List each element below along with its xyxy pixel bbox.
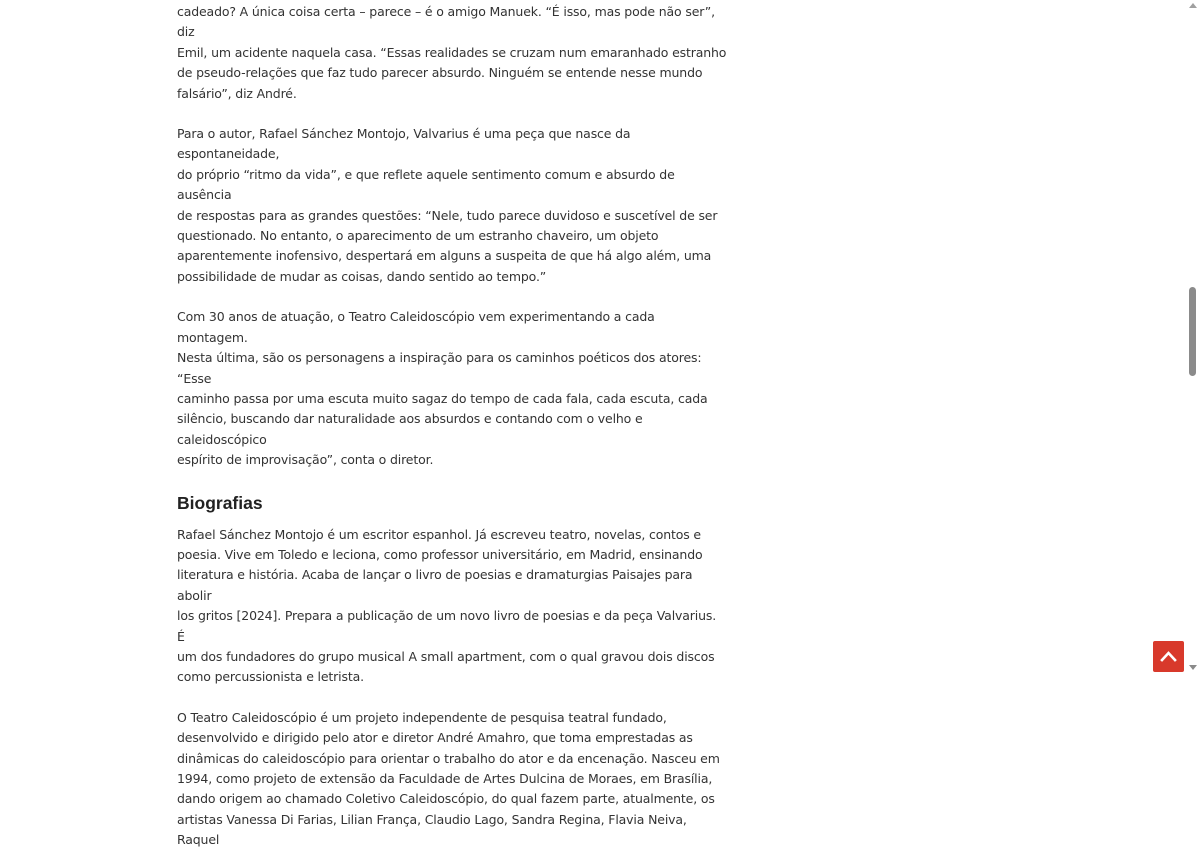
article-paragraph: cadeado? A única coisa certa – parece – é o amigo Manuek. “É isso, mas pode não ser”, diz Emil, um acidente naquela casa. “Essas realidades se cruzam num emaranhado estranho de pseudo-relações que faz tudo parecer absurdo. Ninguém se entende nesse mundo falsário”, diz André. [177, 4, 727, 101]
vertical-scrollbar[interactable] [1186, 0, 1200, 675]
section-heading: Biografias [177, 492, 263, 513]
article-paragraph: Rafael Sánchez Montojo é um escritor espanhol. Já escreveu teatro, novelas, contos e poesia. Vive em Toledo e leciona, como professor universitário, em Madrid, ensinando literatura e história. Acaba de lançar o livro de poesias e dramaturgias Paisajes para abolir los gritos [2024]. Prepara a publicação de um novo livro de poesias e da peça Valvarius. É um dos fundadores do grupo musical A small apartment, com o qual gravou dois discos como percussionista e letrista. [177, 526, 717, 685]
article-paragraph: O Teatro Caleidoscópio é um projeto independente de pesquisa teatral fundado, desenvolvido e dirigido pelo ator e diretor André Amahro, que toma emprestadas as dinâmicas do caleidoscópio para orientar o trabalho do ator e da encenação. Nasceu em 1994, como projeto de extensão da Faculdade de Artes Dulcina de Moraes, em Brasília, dando origem ao chamado Coletivo Caleidoscópio, do qual fazem parte, atualmente, os artistas Vanessa Di Farias, Lilian França, Claudio Lago, Sandra Regina, Flavia Neiva, Raquel [177, 709, 720, 848]
article-paragraph: Para o autor, Rafael Sánchez Montojo, Valvarius é uma peça que nasce da espontaneidade, do próprio “ritmo da vida”, e que reflete aquele sentimento comum e absurdo de ausência de respostas para as grandes questões: “Nele, tudo parece duvidoso e suscetível de ser questionado. No entanto, o aparecimento de um estranho chaveiro, um objeto aparentemente inofensivo, despertará em alguns a suspeita de que há algo além, uma possibilidade de mudar as coisas, dando sentido ao tempo.” [177, 126, 718, 284]
scrollbar-thumb[interactable] [1189, 287, 1196, 376]
article-paragraph: Com 30 anos de atuação, o Teatro Caleidoscópio vem experimentando a cada montagem. Nesta última, são os personagens a inspiração para os caminhos poéticos dos atores: “Esse caminho passa por uma escuta muito sagaz do tempo de cada fala, cada escuta, cada silêncio, buscando dar naturalidade aos absurdos e contando com o velho e caleidoscópico espírito de improvisação”, conta o diretor. [177, 309, 708, 468]
article-body [177, 2, 727, 851]
scroll-down-arrow-icon[interactable] [1189, 665, 1197, 670]
scroll-up-arrow-icon[interactable] [1189, 3, 1197, 8]
back-to-top-button[interactable] [1153, 641, 1184, 672]
chevron-up-icon [1160, 649, 1177, 663]
